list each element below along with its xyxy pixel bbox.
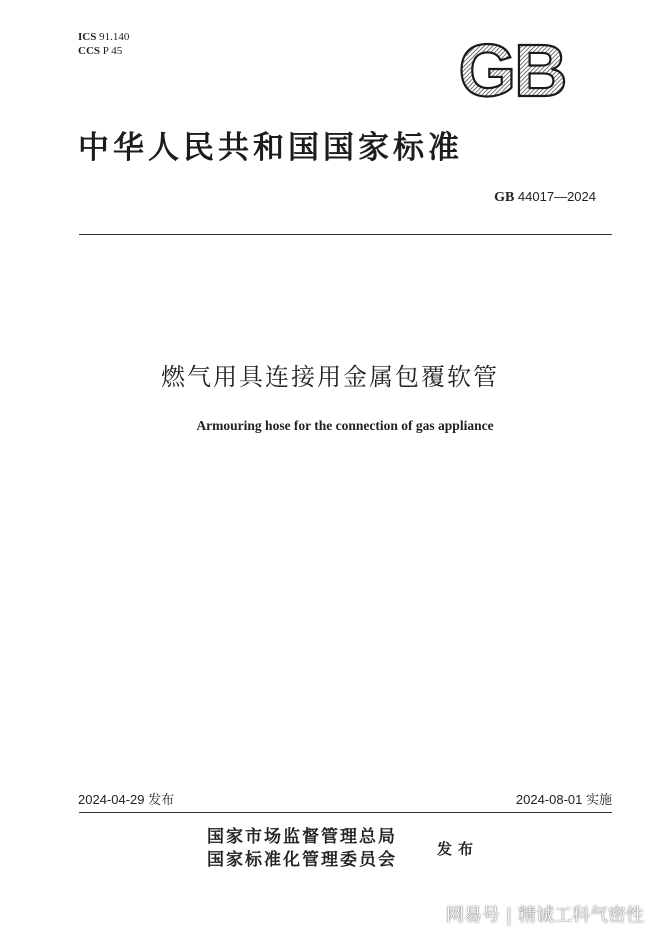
issuer-samr: 国家市场监督管理总局 — [207, 827, 397, 847]
national-standard-title: 中华人民共和国国家标准 — [78, 130, 463, 166]
ccs-label: CCS — [78, 45, 101, 57]
ccs-line — [78, 44, 129, 58]
bottom-divider — [79, 812, 612, 813]
standard-number — [494, 189, 596, 206]
standard-number-prefix: GB — [494, 190, 515, 205]
gb-logo-text: GB — [458, 36, 566, 100]
implementation-date: 2024-08-01 实施 — [515, 792, 612, 807]
watermark-source: 网易号 — [445, 905, 500, 926]
publish-label: 发布 — [437, 840, 480, 858]
classification-codes — [78, 30, 129, 58]
issuer-sac: 国家标准化管理委员会 — [207, 850, 397, 870]
watermark-account: 精诚工科气密性 — [518, 905, 644, 926]
watermark — [446, 901, 644, 927]
gb-logo-icon — [447, 36, 577, 100]
document-title-english: Armouring hose for the connection of gas appliance — [196, 418, 494, 433]
ccs-code: P 45 — [102, 45, 123, 57]
ics-line — [78, 30, 129, 44]
top-divider — [79, 234, 612, 235]
issuing-authorities — [207, 826, 397, 872]
issue-date: 2024-04-29 发布 — [78, 792, 175, 807]
standard-number-value: 44017—2024 — [517, 189, 596, 204]
document-title-chinese: 燃气用具连接用金属包覆软管 — [161, 363, 499, 391]
watermark-separator: | — [505, 905, 512, 926]
ics-label: ICS — [78, 31, 97, 43]
ics-code: 91.140 — [99, 31, 130, 43]
